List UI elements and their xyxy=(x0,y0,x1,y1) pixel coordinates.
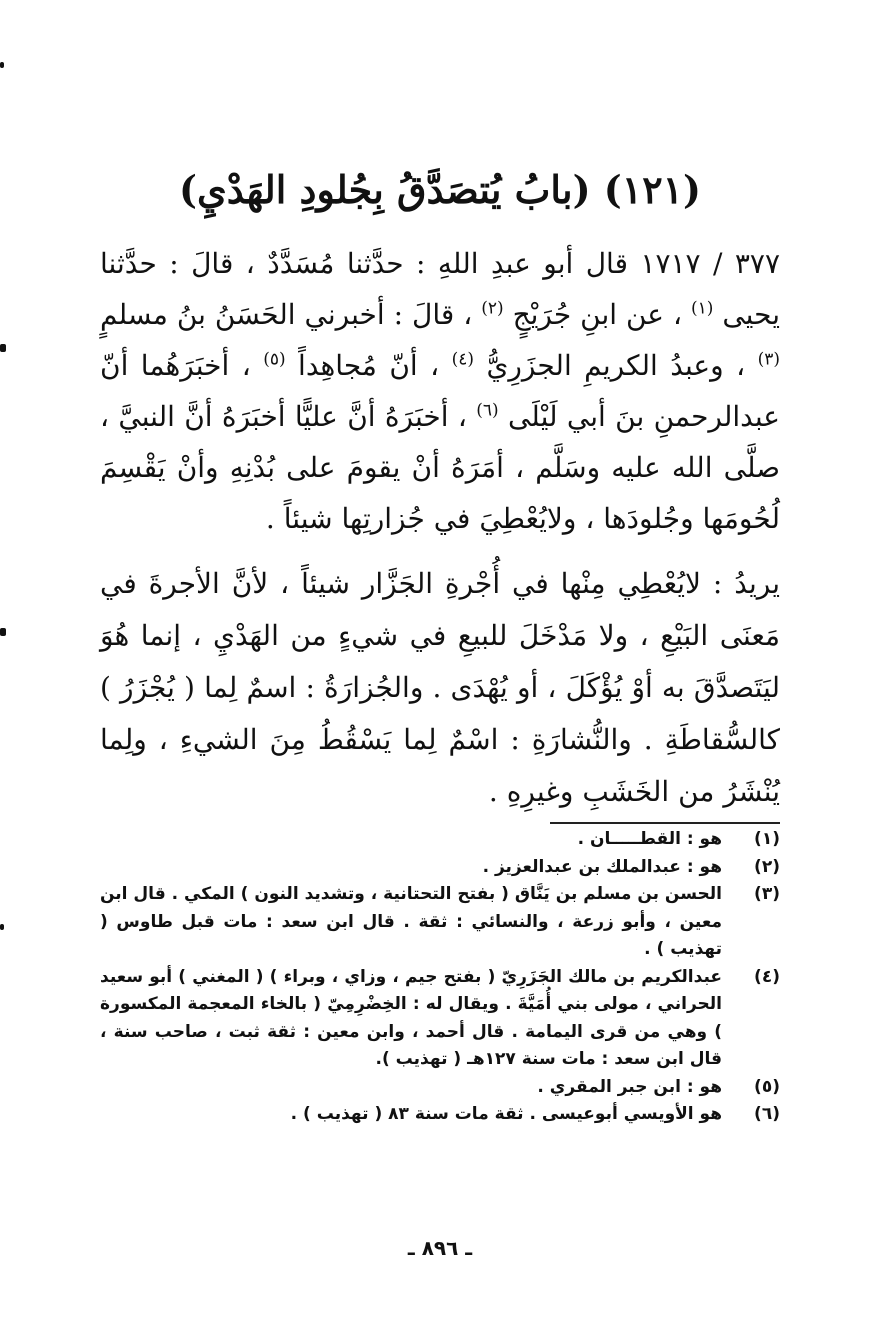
hadith-number: ٣٧٧ / ١٧١٧ xyxy=(640,247,781,280)
footnote-item xyxy=(100,854,780,882)
footnote-number: (٥) xyxy=(754,1076,780,1097)
page-number: ـ ٨٩٦ ـ xyxy=(407,1236,473,1260)
footnote-text: عبدالكريم بن مالك الجَزَرِيّ ( بفتح جيم ، وزاي ، وبراء ) ( المغني ) أبو سعيد الحراني ، مولى بني أُمَيَّةَ . ويقال له : الخِضْرِمِيّ ( بالخاء المعجمة المكسورة ) وهي من قرى اليمامة . قال أحمد ، وابن معين : ثقة ثبت ، صاحب سنة ، قال ابن سعد : مات سنة ١٢٧هـ ( تهذيب ). xyxy=(100,966,722,1069)
footnote-ref[interactable]: (٥) xyxy=(263,349,286,370)
footnote-item xyxy=(100,1074,780,1102)
chapter-title: (١٢١) (بابُ يُتصَدَّقُ بِجُلودِ الهَدْيِ) xyxy=(178,167,701,212)
footnote-number: (٣) xyxy=(754,884,780,904)
hadith-part: ، قالَ : أخبرني الحَسَنُ بنُ مسلمٍ xyxy=(100,298,482,331)
book-page xyxy=(100,0,780,1326)
footnote-divider xyxy=(550,822,780,824)
footnote-item xyxy=(100,881,780,964)
footnote-text: هو الأويسي أبوعيسى . ثقة مات سنة ٨٣ ( تهذيب ) . xyxy=(290,1104,722,1124)
hadith-part: ، عن ابنِ جُرَيْجٍ xyxy=(503,298,691,331)
hadith-part: ، أخبَرَهُما أنّ عبدالرحمنِ بنَ أبي لَيْلَى xyxy=(100,349,780,433)
footnote-ref[interactable]: (٢) xyxy=(481,298,504,319)
footnote-number: (٦) xyxy=(754,1104,780,1124)
scan-edge-mark xyxy=(0,628,6,636)
footnote-ref[interactable]: (٤) xyxy=(451,349,475,370)
footnote-number: (٤) xyxy=(754,966,780,987)
footnote-ref[interactable]: (١) xyxy=(690,298,714,319)
hadith-part: ، وعبدُ الكريمِ الجزَرِيُّ xyxy=(474,349,758,382)
commentary-text: يريدُ : لايُعْطِي مِنْها في أُجْرةِ الجَزَّار شيئاً ، لأنَّ الأجرةَ في مَعنَى البَيْعِ ، ولا مَدْخَلَ للبيعِ في شيءٍ من الهَدْيِ ، إنما هُوَ ليَتَصدَّقَ به أوْ يُؤْكَلَ ، أو يُهْدَى . والجُزارَةُ : اسمٌ لِما ( يُجْزَرُ ) كالسُّقاطَةِ . والنُّشارَةِ : اسْمٌ لِما يَسْقُطُ مِنَ الشيءِ ، ولِما يُنْشَرُ من الخَشَبِ وغيرِهِ . xyxy=(100,567,781,808)
footnote-number: (٢) xyxy=(754,856,780,877)
footnote-text: هو : عبدالملك بن عبدالعزيز . xyxy=(482,856,722,877)
footnote-ref[interactable]: (٦) xyxy=(476,400,499,421)
footnote-text: هو : ابن جبر المقري . xyxy=(537,1076,722,1097)
footnote-text: هو : القطـــــان . xyxy=(577,829,722,849)
footnote-item xyxy=(100,964,780,1074)
footnote-item xyxy=(100,1101,780,1129)
hadith-part: ، أخبَرَهُ أنَّ عليًّا أخبَرَهُ أنَّ النبيَّ ، صلَّى الله عليه وسَلَّم ، أمَرَهُ أنْ يقومَ على بُدْنِهِ وأنْ يَقْسِمَ لُحُومَها وجُلودَها ، ولايُعْطِيَ في جُزارتِها شيئاً . xyxy=(100,400,780,535)
hadith-part: ، أنّ مُجاهِداً xyxy=(285,349,452,382)
hadith-part: قال أبو عبدِ اللهِ : حدَّثنا مُسَدَّدٌ ، قالَ : حدَّثنا يحيى xyxy=(100,247,780,331)
scan-edge-mark xyxy=(0,344,6,352)
footnote-item xyxy=(100,826,780,854)
footnote-ref[interactable]: (٣) xyxy=(757,349,780,370)
scan-edge-mark xyxy=(0,924,4,930)
scan-edge-mark xyxy=(0,62,4,68)
footnote-text: الحسن بن مسلم بن يَنَّاق ( بفتح التحتانية ، وتشديد النون ) المكي . قال ابن معين ، وأبو زرعة ، والنسائي : ثقة . قال ابن سعد : مات قبل طاوس ( تهذيب ) . xyxy=(100,884,722,959)
hadith-text xyxy=(100,238,780,544)
footnote-number: (١) xyxy=(754,829,780,849)
footnotes-list xyxy=(100,826,780,1129)
